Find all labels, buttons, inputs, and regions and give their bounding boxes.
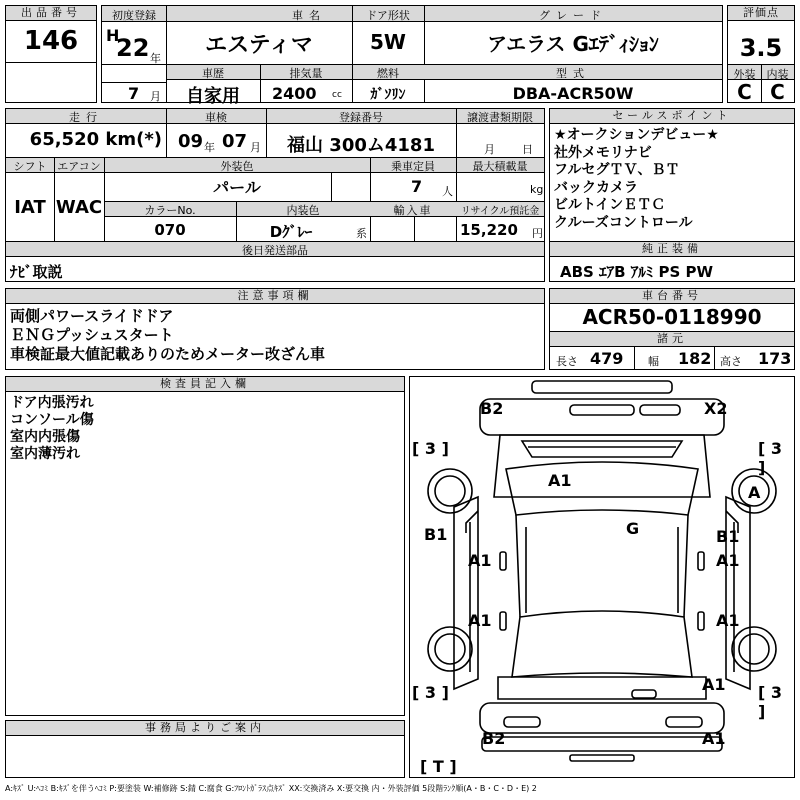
note-line: 両側パワースライドドア (10, 307, 174, 325)
lot-header: 出品番号 (6, 6, 96, 21)
notes-list (10, 307, 325, 364)
displacement: 2400 (272, 84, 317, 103)
tire-front-left: [ 3 ] (412, 439, 449, 458)
int-grade: C (770, 80, 785, 104)
grade: アエラス Gｴﾃﾞｨｼｮﾝ (487, 32, 659, 56)
eval-score: 3.5 (739, 34, 783, 62)
inspection-header: 車検 (205, 111, 227, 124)
tire-rear-right: [ 3 ] (758, 683, 783, 721)
first-reg-year-unit: 年 (150, 52, 161, 65)
model-type: DBA-ACR50W (512, 84, 634, 103)
damage-front-left: B2 (480, 399, 504, 418)
sales-point: バックカメラ (554, 179, 638, 196)
int-label: 内装 (766, 68, 789, 81)
eval-header: 評価点 (728, 6, 794, 21)
chassis-number: ACR50-0118990 (582, 305, 762, 329)
height-label: 高さ (720, 355, 742, 368)
tire-rear-left: [ 3 ] (412, 683, 449, 702)
shift-header: シフト (13, 160, 47, 173)
inspector-box (5, 376, 405, 716)
capacity-header: 乗車定員 (391, 160, 435, 173)
color-no-header: カラーNo. (144, 204, 196, 217)
legend: A:ｷｽﾞ U:ﾍｺﾐ B:ｷｽﾞを伴うﾍｺﾐ P:要塗装 W:補修跡 S:錆 C:腐食 G:ﾌﾛﾝﾄｶﾞﾗｽ点ｷｽﾞ XX:交換済み X:要交換 内・外装評価 5段階ﾗﾝｸ順(A・B・C・D・E) 2 (5, 784, 537, 793)
damage-right-front-door: A1 (716, 551, 740, 570)
length-label: 長さ (556, 355, 578, 368)
first-reg-year: 22 (116, 34, 150, 62)
sales-point: クルーズコントロール (554, 214, 693, 231)
aircon-value: WAC (55, 197, 103, 218)
car-name-header: 車名 (292, 9, 326, 22)
displacement-unit: cc (332, 90, 342, 100)
equipment: ABS ｴｱB ｱﾙﾐ PS PW (560, 263, 714, 281)
first-reg-month: 7 (128, 84, 140, 103)
damage-rear-right-bumper: A1 (702, 729, 726, 748)
width-label: 幅 (648, 355, 659, 368)
damage-glass: G (626, 519, 640, 538)
lot-box (5, 5, 97, 103)
inspector-note: コンソール傷 (10, 412, 94, 428)
damage-wheel-front-right: A (748, 483, 761, 502)
sales-point: フルセグＴＶ、ＢＴ (554, 162, 680, 178)
registration-header: 登録番号 (339, 111, 383, 124)
spec-box (5, 108, 545, 282)
sales-point: ビルトインＥＴＣ (554, 197, 666, 213)
damage-right-fender: B1 (716, 527, 740, 546)
equipment-header: 純正装備 (550, 242, 794, 257)
width: 182 (678, 349, 712, 368)
max-load-unit: kg (530, 183, 544, 196)
office-box (5, 720, 405, 778)
damage-left-fender: B1 (424, 525, 448, 544)
sales-point: ★オークションデビュー★ (554, 127, 719, 143)
inspection-year: 09 (178, 131, 204, 152)
first-reg-header: 初度登録 (112, 9, 156, 22)
inspection-year-unit: 年 (204, 141, 215, 154)
sales-points-list (554, 127, 792, 232)
fuel-header: 燃料 (377, 67, 399, 80)
car-diagram (409, 376, 795, 778)
lot-number: 146 (23, 26, 79, 56)
chassis-header: 車台番号 (550, 289, 794, 304)
office-header: 事務局よりご案内 (6, 721, 404, 736)
recycle-unit: 円 (532, 227, 543, 240)
car-outline-icon (410, 377, 794, 777)
capacity-value: 7 (411, 177, 423, 196)
door-shape: 5W (370, 30, 406, 54)
mileage-header: 走行 (69, 111, 103, 124)
door-header: ドア形状 (366, 9, 410, 22)
color-header: 外装色 (220, 160, 254, 173)
inspection-month: 07 (222, 131, 248, 152)
sales-points-header: セールスポイント (550, 109, 794, 124)
max-load-header: 最大積載量 (472, 160, 528, 173)
length: 479 (590, 349, 624, 368)
note-line: ＥＮＧプッシュスタート (10, 326, 174, 344)
inspector-list (10, 395, 94, 463)
model-type-header: 型式 (556, 67, 590, 80)
fuel: ｶﾞｿﾘﾝ (370, 87, 406, 103)
damage-right-rear-door: A1 (716, 611, 740, 630)
height: 173 (758, 349, 792, 368)
import-header: 輸入車 (393, 204, 433, 217)
transfer-month-unit: 月 (484, 143, 495, 156)
ext-label: 外装 (733, 68, 756, 81)
later-parts-header: 後日発送部品 (242, 244, 308, 257)
ext-grade: C (737, 80, 752, 104)
first-reg-era: H (106, 26, 120, 45)
notes-header: 注意事項欄 (6, 289, 544, 304)
car-name: エスティマ (205, 33, 313, 58)
recycle-fee: 15,220 (460, 221, 518, 239)
dims-header: 諸元 (550, 332, 794, 347)
interior-color: Dｸﾞﾚｰ (269, 223, 313, 241)
transfer-header: 譲渡書類期限 (467, 111, 533, 124)
spare-tire: [ T ] (420, 757, 457, 776)
eval-box (727, 5, 795, 103)
aircon-header: エアコン (57, 160, 101, 173)
note-line: 車検証最大値記載ありのためメーター改ざん車 (10, 345, 326, 363)
damage-left-front-door: A1 (468, 551, 492, 570)
sales-points-box (549, 108, 795, 282)
inspector-header: 検査員記入欄 (6, 377, 404, 392)
mileage: 65,520 km(*) (29, 129, 162, 150)
interior-color-suffix: 系 (356, 227, 367, 240)
history-header: 車歴 (202, 67, 224, 80)
capacity-unit: 人 (442, 185, 453, 198)
color-value: パール (213, 178, 261, 197)
damage-left-rear-door: A1 (468, 611, 492, 630)
later-parts: ﾅﾋﾞ取説 (10, 263, 63, 281)
tire-front-right: [ 3 ] (758, 439, 783, 477)
color-number: 070 (154, 221, 186, 239)
vehicle-header-box (101, 5, 723, 107)
transfer-day-unit: 日 (522, 143, 533, 156)
interior-color-header: 内装色 (286, 204, 320, 217)
displacement-header: 排気量 (289, 67, 323, 80)
registration-number: 福山 300ム4181 (287, 135, 435, 156)
car-history: 自家用 (186, 86, 240, 107)
grade-header: グレード (539, 9, 607, 22)
damage-rear-left-bumper: B2 (482, 729, 506, 748)
notes-box (5, 288, 545, 370)
inspector-note: ドア内張汚れ (10, 395, 94, 411)
inspector-note: 室内薄汚れ (10, 446, 80, 462)
recycle-header: リサイクル預託金 (460, 206, 540, 217)
damage-front-right: X2 (704, 399, 728, 418)
first-reg-month-unit: 月 (150, 90, 161, 103)
damage-hood: A1 (548, 471, 572, 490)
chassis-box (549, 288, 795, 370)
sales-point: 社外メモリナビ (554, 144, 652, 161)
inspection-month-unit: 月 (250, 141, 261, 154)
shift-value: IAT (14, 197, 46, 218)
damage-rear-right-quarter: A1 (702, 675, 726, 694)
inspector-note: 室内内張傷 (10, 429, 80, 445)
